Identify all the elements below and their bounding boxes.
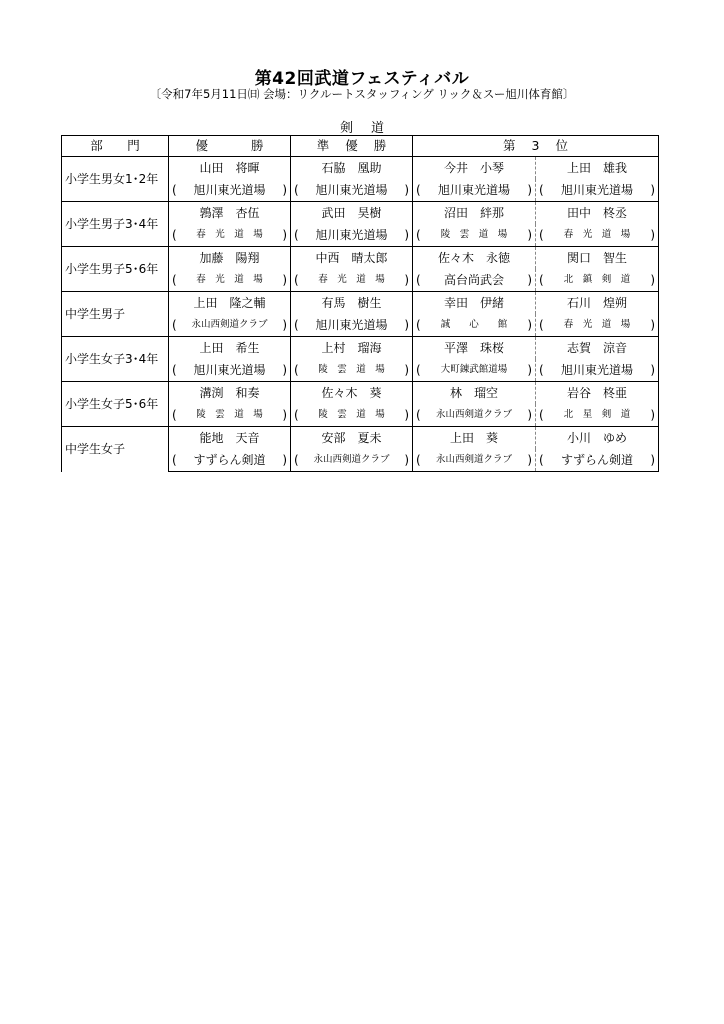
paren-close: ) bbox=[404, 453, 409, 467]
paren-open: ( bbox=[539, 228, 544, 242]
dojo-name: すずらん剣道 bbox=[193, 453, 266, 467]
table-row bbox=[62, 382, 659, 405]
winner-name: 有馬 樹生 bbox=[291, 292, 413, 315]
winner-name: 鶉澤 杏伍 bbox=[169, 202, 291, 225]
dojo-name: 永山西剣道クラブ bbox=[191, 319, 268, 330]
paren-open: ( bbox=[172, 228, 177, 242]
paren-open: ( bbox=[539, 453, 544, 467]
dojo-label bbox=[169, 269, 290, 291]
dojo-label bbox=[413, 269, 535, 291]
paren-close: ) bbox=[282, 273, 287, 287]
dojo-name: 旭川東光道場 bbox=[193, 363, 266, 377]
winner-dojo-cell bbox=[413, 359, 536, 382]
winner-dojo-cell bbox=[291, 224, 413, 247]
paren-open: ( bbox=[294, 228, 299, 242]
dojo-name: 北 鎮 剣 道 bbox=[563, 274, 631, 285]
winner-name: 上村 瑠海 bbox=[291, 337, 413, 360]
category-cell: 小学生男子5･6年 bbox=[62, 247, 169, 292]
dojo-label bbox=[169, 314, 290, 336]
paren-open: ( bbox=[539, 363, 544, 377]
dojo-name: 旭川東光道場 bbox=[560, 363, 633, 377]
table-row bbox=[62, 157, 659, 180]
dojo-name: 春 光 道 場 bbox=[196, 274, 263, 285]
paren-close: ) bbox=[527, 453, 532, 467]
paren-open: ( bbox=[416, 318, 421, 332]
paren-close: ) bbox=[404, 183, 409, 197]
dojo-name: すずらん剣道 bbox=[560, 453, 634, 467]
paren-open: ( bbox=[294, 408, 299, 422]
dojo-name: 旭川東光道場 bbox=[315, 228, 388, 242]
winner-name: 岩谷 柊亜 bbox=[536, 382, 659, 405]
winner-dojo-cell bbox=[536, 449, 659, 472]
dojo-name: 春 光 道 場 bbox=[563, 319, 631, 330]
paren-close: ) bbox=[650, 228, 655, 242]
winner-dojo-cell bbox=[413, 224, 536, 247]
winner-dojo-cell bbox=[291, 269, 413, 292]
paren-close: ) bbox=[527, 183, 532, 197]
winner-dojo-cell bbox=[413, 404, 536, 427]
winner-name: 佐々木 永徳 bbox=[413, 247, 536, 270]
winner-name: 溝渕 和奏 bbox=[169, 382, 291, 405]
dojo-name: 旭川東光道場 bbox=[315, 183, 388, 197]
dojo-name: 陵 雲 道 場 bbox=[318, 409, 385, 420]
dojo-label bbox=[291, 269, 412, 291]
dojo-label bbox=[291, 314, 412, 336]
paren-close: ) bbox=[282, 408, 287, 422]
header-runner-up: 準 優 勝 bbox=[291, 136, 413, 157]
dojo-label bbox=[536, 269, 658, 291]
winner-name: 加藤 陽翔 bbox=[169, 247, 291, 270]
winner-dojo-cell bbox=[169, 269, 291, 292]
dojo-name: 誠 心 館 bbox=[440, 319, 508, 330]
dojo-label bbox=[169, 224, 290, 246]
dojo-label bbox=[169, 449, 290, 471]
winner-name: 沼田 絆那 bbox=[413, 202, 536, 225]
paren-close: ) bbox=[650, 408, 655, 422]
dojo-name: 永山西剣道クラブ bbox=[435, 454, 512, 465]
paren-close: ) bbox=[282, 228, 287, 242]
winner-dojo-cell bbox=[536, 224, 659, 247]
dojo-label bbox=[291, 224, 412, 246]
winner-name: 今井 小琴 bbox=[413, 157, 536, 180]
paren-open: ( bbox=[172, 183, 177, 197]
winner-dojo-cell bbox=[413, 314, 536, 337]
paren-close: ) bbox=[282, 183, 287, 197]
winner-name: 上田 希生 bbox=[169, 337, 291, 360]
paren-close: ) bbox=[650, 318, 655, 332]
results-table bbox=[61, 135, 659, 472]
dojo-label bbox=[536, 359, 658, 381]
dojo-label bbox=[291, 449, 412, 471]
paren-open: ( bbox=[539, 183, 544, 197]
dojo-label bbox=[413, 404, 535, 426]
dojo-name: 大町錬武館道場 bbox=[440, 364, 508, 375]
paren-open: ( bbox=[416, 453, 421, 467]
paren-open: ( bbox=[416, 183, 421, 197]
winner-name: 平澤 珠桜 bbox=[413, 337, 536, 360]
winner-dojo-cell bbox=[169, 404, 291, 427]
table-header-row bbox=[62, 136, 659, 157]
paren-close: ) bbox=[527, 408, 532, 422]
winner-name: 上田 隆之輔 bbox=[169, 292, 291, 315]
dojo-name: 陵 雲 道 場 bbox=[196, 409, 263, 420]
category-cell: 小学生女子3･4年 bbox=[62, 337, 169, 382]
winner-name: 石脇 凰助 bbox=[291, 157, 413, 180]
winner-name: 山田 将暉 bbox=[169, 157, 291, 180]
table-row bbox=[62, 337, 659, 360]
paren-close: ) bbox=[404, 363, 409, 377]
paren-open: ( bbox=[294, 273, 299, 287]
winner-name: 石川 煌朔 bbox=[536, 292, 659, 315]
paren-close: ) bbox=[404, 273, 409, 287]
dojo-label bbox=[169, 404, 290, 426]
winner-dojo-cell bbox=[413, 449, 536, 472]
winner-dojo-cell bbox=[413, 269, 536, 292]
table-row bbox=[62, 292, 659, 315]
paren-open: ( bbox=[539, 408, 544, 422]
table-row bbox=[62, 202, 659, 225]
paren-open: ( bbox=[172, 273, 177, 287]
winner-dojo-cell bbox=[291, 179, 413, 202]
sport-heading: 剣道 bbox=[339, 121, 402, 136]
dojo-name: 永山西剣道クラブ bbox=[313, 454, 390, 465]
winner-name: 田中 柊丞 bbox=[536, 202, 659, 225]
winner-name: 上田 雄我 bbox=[536, 157, 659, 180]
winner-name: 幸田 伊緒 bbox=[413, 292, 536, 315]
dojo-name: 春 光 道 場 bbox=[318, 274, 385, 285]
paren-open: ( bbox=[416, 363, 421, 377]
paren-open: ( bbox=[416, 228, 421, 242]
category-cell: 小学生女子5･6年 bbox=[62, 382, 169, 427]
winner-dojo-cell bbox=[536, 314, 659, 337]
category-cell: 中学生女子 bbox=[62, 427, 169, 472]
paren-open: ( bbox=[294, 183, 299, 197]
paren-open: ( bbox=[294, 363, 299, 377]
dojo-label bbox=[291, 359, 412, 381]
dojo-label bbox=[291, 404, 412, 426]
header-champion: 優 勝 bbox=[169, 136, 291, 157]
paren-open: ( bbox=[539, 318, 544, 332]
paren-open: ( bbox=[172, 408, 177, 422]
category-cell: 中学生男子 bbox=[62, 292, 169, 337]
dojo-name: 春 光 道 場 bbox=[196, 229, 263, 240]
dojo-label bbox=[536, 179, 658, 201]
paren-close: ) bbox=[527, 318, 532, 332]
winner-dojo-cell bbox=[536, 179, 659, 202]
dojo-label bbox=[536, 224, 658, 246]
dojo-name: 春 光 道 場 bbox=[563, 229, 631, 240]
dojo-name: 陵 雲 道 場 bbox=[318, 364, 385, 375]
winner-name: 関口 智生 bbox=[536, 247, 659, 270]
winner-dojo-cell bbox=[169, 359, 291, 382]
dojo-label bbox=[413, 224, 535, 246]
paren-close: ) bbox=[650, 273, 655, 287]
winner-dojo-cell bbox=[291, 404, 413, 427]
paren-close: ) bbox=[282, 363, 287, 377]
page-title: 第42回武道フェスティバル bbox=[254, 69, 470, 89]
winner-name: 志賀 涼音 bbox=[536, 337, 659, 360]
winner-dojo-cell bbox=[169, 449, 291, 472]
paren-open: ( bbox=[416, 273, 421, 287]
dojo-label bbox=[413, 449, 535, 471]
paren-open: ( bbox=[172, 363, 177, 377]
paren-close: ) bbox=[282, 318, 287, 332]
paren-close: ) bbox=[527, 273, 532, 287]
category-cell: 小学生男女1･2年 bbox=[62, 157, 169, 202]
winner-dojo-cell bbox=[536, 269, 659, 292]
paren-close: ) bbox=[527, 363, 532, 377]
winner-dojo-cell bbox=[291, 359, 413, 382]
header-third-place: 第 3 位 bbox=[413, 136, 659, 157]
winner-name: 中西 晴太郎 bbox=[291, 247, 413, 270]
winner-dojo-cell bbox=[413, 179, 536, 202]
paren-close: ) bbox=[650, 363, 655, 377]
winner-name: 小川 ゆめ bbox=[536, 427, 659, 450]
dojo-name: 旭川東光道場 bbox=[315, 318, 388, 332]
paren-close: ) bbox=[650, 453, 655, 467]
dojo-label bbox=[536, 449, 658, 471]
dojo-name: 旭川東光道場 bbox=[560, 183, 633, 197]
dojo-name: 旭川東光道場 bbox=[437, 183, 510, 197]
dojo-label bbox=[413, 179, 535, 201]
winner-dojo-cell bbox=[169, 224, 291, 247]
paren-open: ( bbox=[416, 408, 421, 422]
dojo-name: 陵 雲 道 場 bbox=[440, 229, 508, 240]
category-cell: 小学生男子3･4年 bbox=[62, 202, 169, 247]
dojo-label bbox=[169, 179, 290, 201]
paren-close: ) bbox=[282, 453, 287, 467]
paren-close: ) bbox=[404, 228, 409, 242]
dojo-label bbox=[169, 359, 290, 381]
dojo-name: 永山西剣道クラブ bbox=[435, 409, 512, 420]
paren-open: ( bbox=[172, 318, 177, 332]
winner-name: 安部 夏未 bbox=[291, 427, 413, 450]
winner-name: 武田 昊樹 bbox=[291, 202, 413, 225]
header-category: 部 門 bbox=[62, 136, 169, 157]
winner-dojo-cell bbox=[536, 404, 659, 427]
dojo-name: 旭川東光道場 bbox=[193, 183, 266, 197]
table-body bbox=[62, 157, 659, 472]
paren-open: ( bbox=[294, 453, 299, 467]
paren-close: ) bbox=[404, 408, 409, 422]
table-row bbox=[62, 247, 659, 270]
dojo-label bbox=[291, 179, 412, 201]
winner-dojo-cell bbox=[291, 314, 413, 337]
winner-name: 佐々木 葵 bbox=[291, 382, 413, 405]
winner-name: 林 瑠空 bbox=[413, 382, 536, 405]
table-row bbox=[62, 427, 659, 450]
paren-open: ( bbox=[294, 318, 299, 332]
dojo-name: 北 星 剣 道 bbox=[563, 409, 631, 420]
dojo-label bbox=[413, 359, 535, 381]
event-info: 〔令和7年5月11日㈰ 会場：リクルートスタッフィング リック＆スー旭川体育館〕 bbox=[149, 87, 575, 101]
winner-dojo-cell bbox=[291, 449, 413, 472]
winner-name: 能地 天音 bbox=[169, 427, 291, 450]
paren-close: ) bbox=[527, 228, 532, 242]
winner-name: 上田 葵 bbox=[413, 427, 536, 450]
dojo-label bbox=[536, 404, 658, 426]
paren-close: ) bbox=[650, 183, 655, 197]
dojo-name: 高台尚武会 bbox=[443, 273, 504, 287]
paren-open: ( bbox=[539, 273, 544, 287]
paren-open: ( bbox=[172, 453, 177, 467]
dojo-label bbox=[536, 314, 658, 336]
winner-dojo-cell bbox=[536, 359, 659, 382]
paren-close: ) bbox=[404, 318, 409, 332]
winner-dojo-cell bbox=[169, 314, 291, 337]
dojo-label bbox=[413, 314, 535, 336]
winner-dojo-cell bbox=[169, 179, 291, 202]
